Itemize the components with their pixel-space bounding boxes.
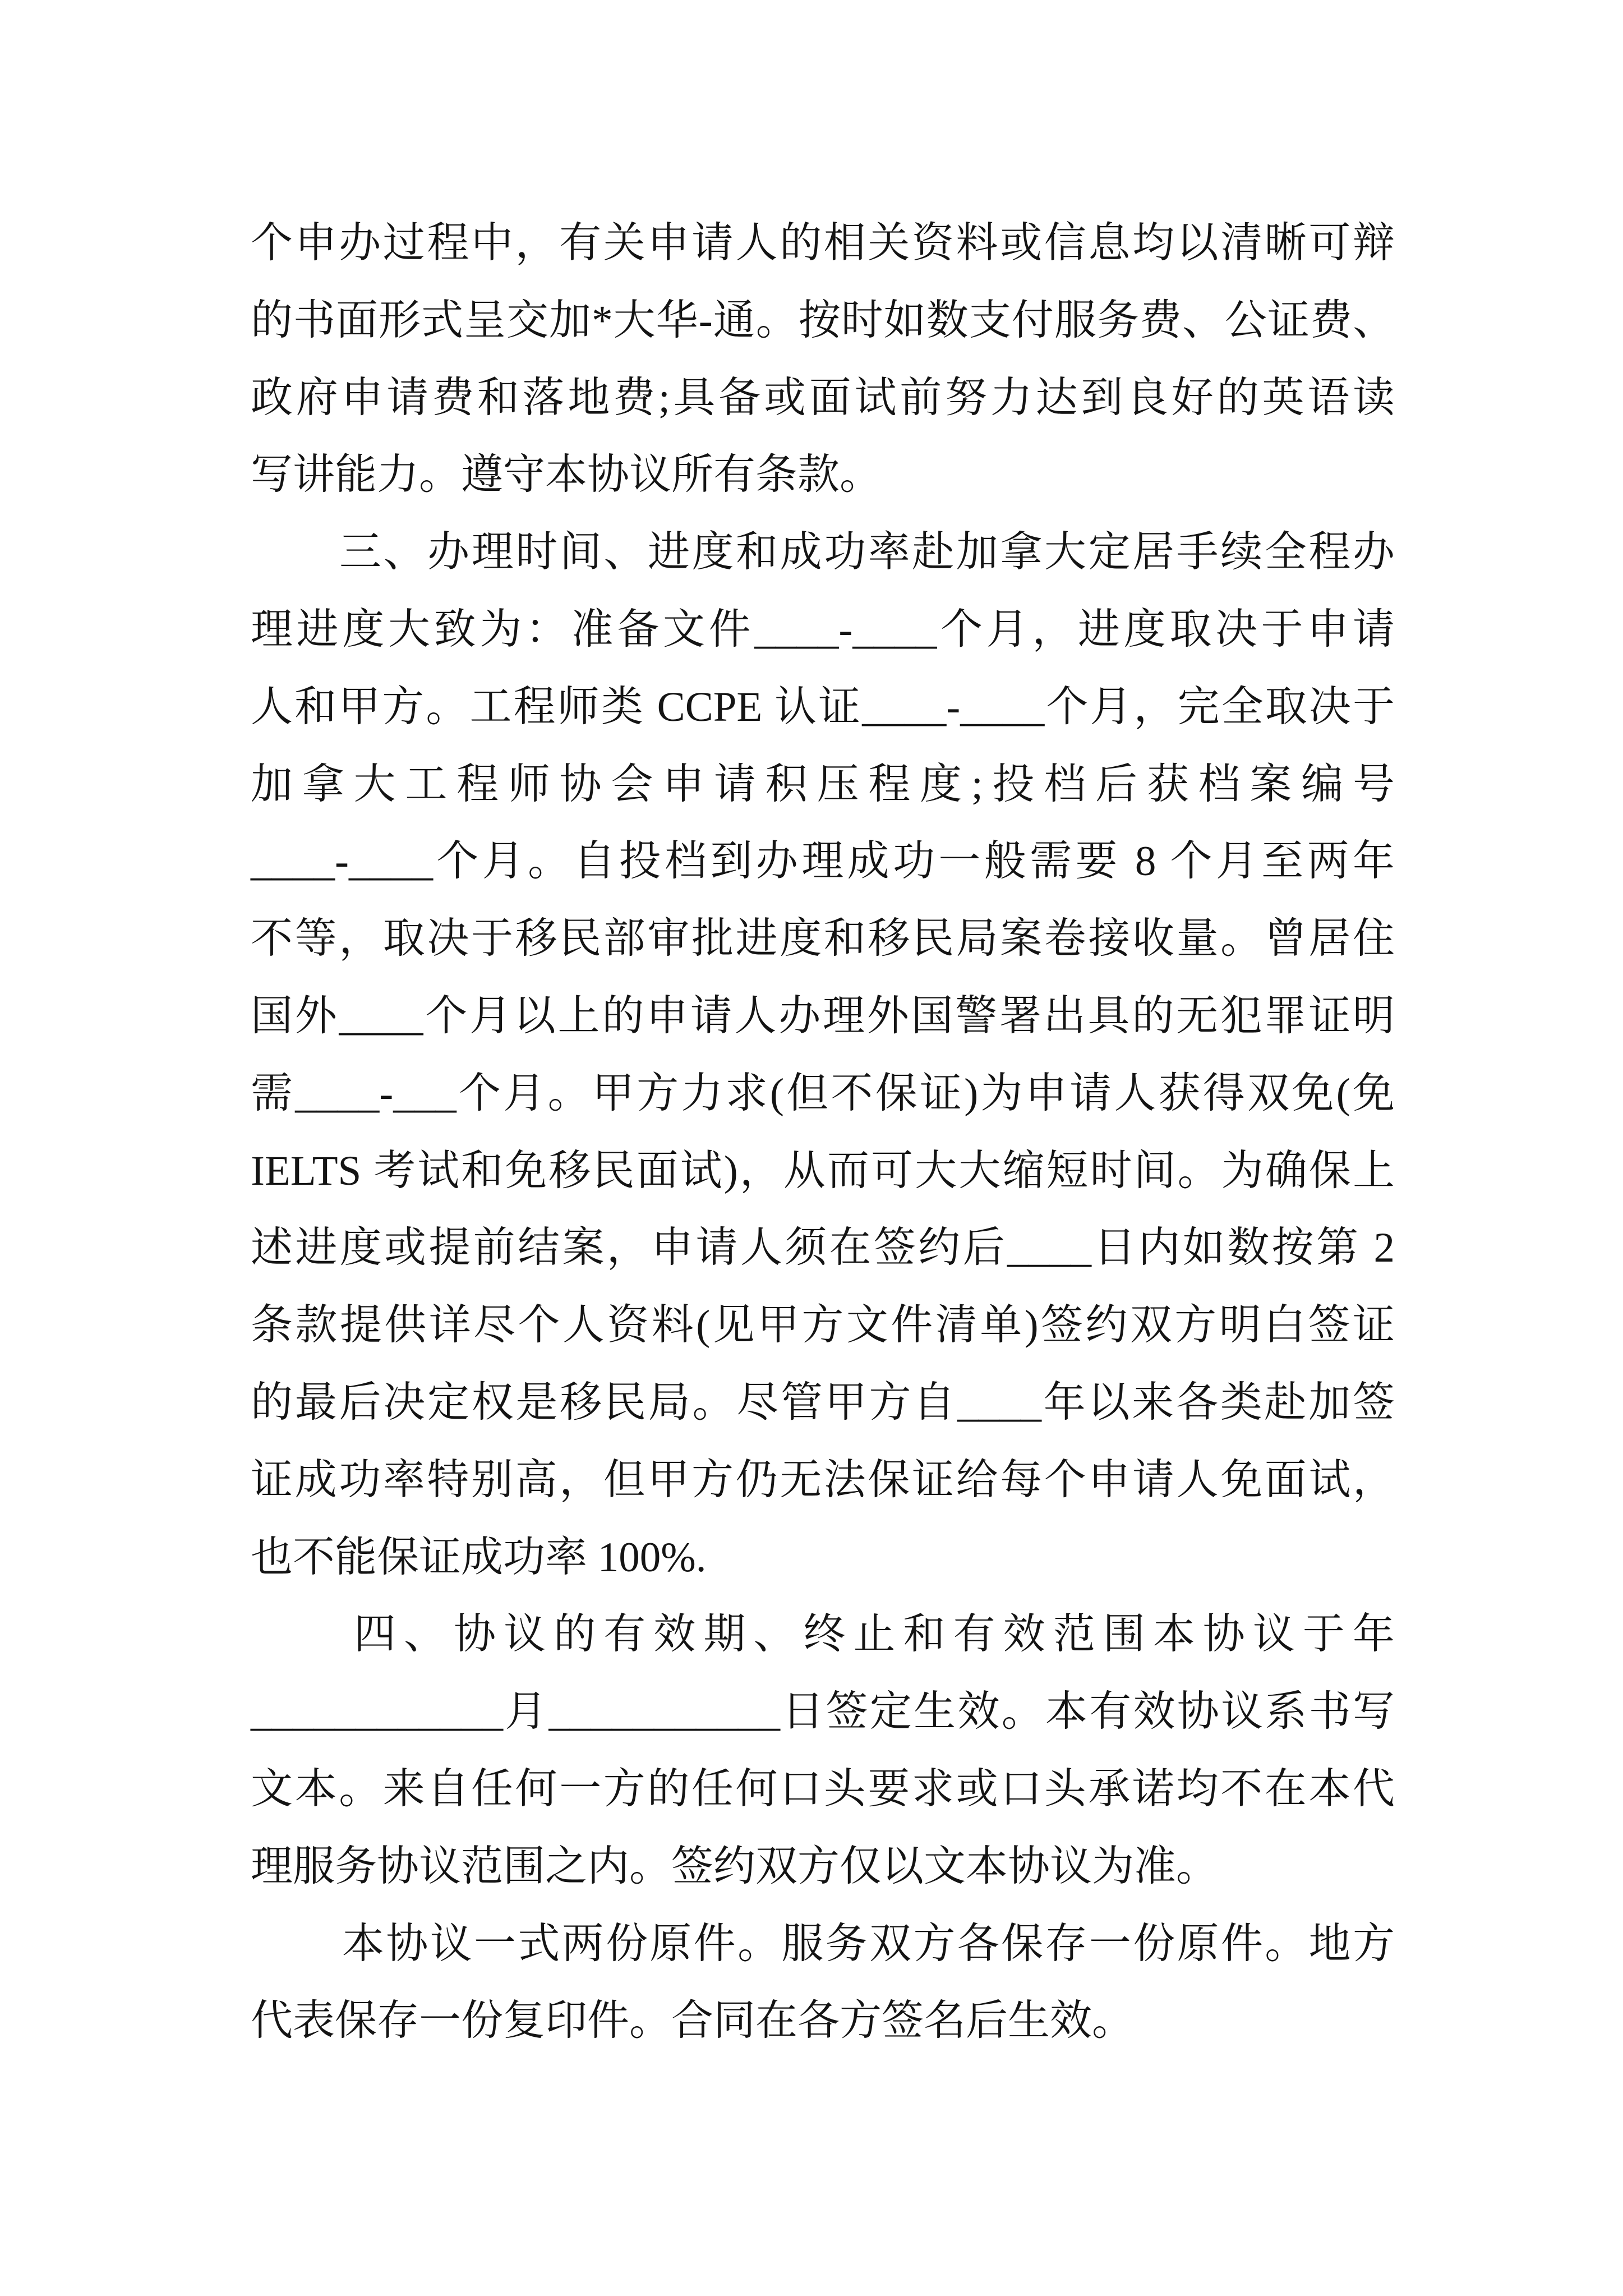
- text-line: 文本。来自任何一方的任何口头要求或口头承诺均不在本代: [251, 1765, 1395, 1812]
- section-3-paragraph: [251, 514, 1395, 1596]
- text-line: 国外____个月以上的申请人办理外国警署出具的无犯罪证明: [251, 992, 1395, 1039]
- text-line: 证成功率特别高，但甲方仍无法保证给每个申请人免面试，: [251, 1456, 1395, 1503]
- document-body: [251, 205, 1395, 2060]
- text-line: 不等，取决于移民部审批进度和移民局案卷接收量。曾居住: [251, 915, 1395, 963]
- text-line: 条款提供详尽个人资料(见甲方文件清单)签约双方明白签证: [251, 1302, 1395, 1349]
- section-4-paragraph: [251, 1596, 1395, 1905]
- text-line: 需____-___个月。甲方力求(但不保证)为申请人获得双免(免: [251, 1070, 1395, 1117]
- text-line: ____-____个月。自投档到办理成功一般需要 8 个月至两年: [251, 838, 1395, 885]
- text-line: 人和甲方。工程师类 CCPE 认证____-____个月，完全取决于: [251, 683, 1395, 730]
- text-line: ____________月___________日签定生效。本有效协议系书写: [251, 1688, 1395, 1736]
- text-line: 写讲能力。遵守本协议所有条款。: [251, 452, 882, 499]
- closing-paragraph: [251, 1906, 1395, 2060]
- text-line: 政府申请费和落地费;具备或面试前努力达到良好的英语读: [251, 374, 1395, 421]
- paragraph-continuation: [251, 205, 1395, 514]
- text-line: 个申办过程中，有关申请人的相关资料或信息均以清晰可辩: [251, 220, 1395, 266]
- text-line: 代表保存一份复印件。合同在各方签名后生效。: [251, 1998, 1135, 2045]
- section-3-heading-line: 三、办理时间、进度和成功率赴加拿大定居手续全程办: [339, 529, 1395, 576]
- text-line: IELTS 考试和免移民面试)，从而可大大缩短时间。为确保上: [251, 1147, 1395, 1194]
- text-line: 理服务协议范围之内。签约双方仅以文本协议为准。: [251, 1843, 1219, 1890]
- text-line: 理进度大致为：准备文件____-____个月，进度取决于申请: [251, 606, 1395, 653]
- text-line: 加拿大工程师协会申请积压程度;投档后获档案编号: [251, 761, 1395, 808]
- text-line: 的最后决定权是移民局。尽管甲方自____年以来各类赴加签: [251, 1379, 1395, 1426]
- text-line: 也不能保证成功率 100%.: [251, 1534, 707, 1581]
- section-4-heading-line: 四、协议的有效期、终止和有效范围本协议于年: [354, 1611, 1395, 1658]
- text-line: 本协议一式两份原件。服务双方各保存一份原件。地方: [342, 1920, 1395, 1967]
- text-line: 述进度或提前结案，申请人须在签约后____日内如数按第 2: [251, 1225, 1395, 1272]
- text-line: 的书面形式呈交加*大华-通。按时如数支付服务费、公证费、: [251, 297, 1395, 344]
